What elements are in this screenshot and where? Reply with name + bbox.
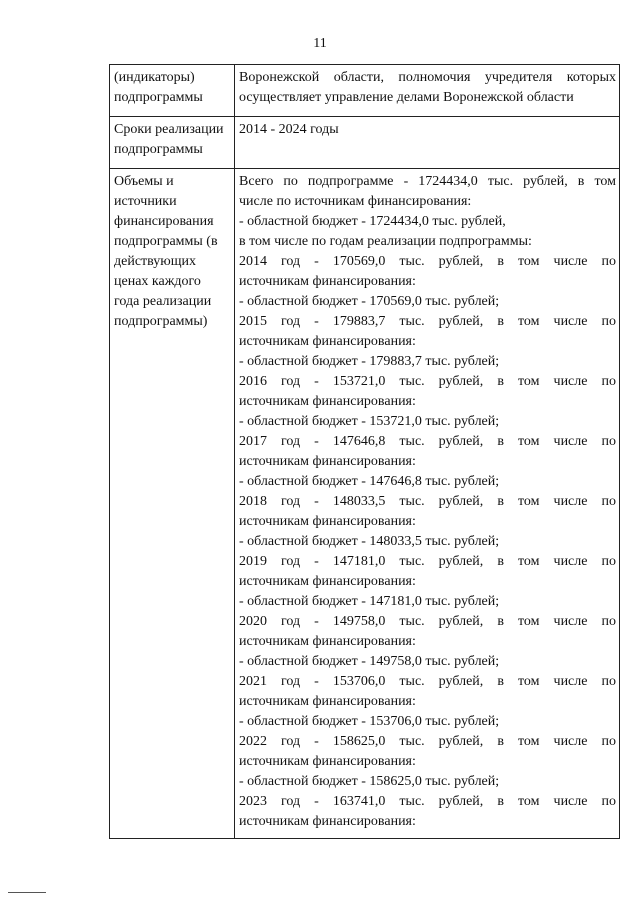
value-line: источникам финансирования: [239,634,416,649]
value-line: 2014 год - 170569,0 тыс. рублей, в том числе по [239,254,616,269]
value-line: источникам финансирования: [239,574,416,589]
value-line: осуществляет управление делами Воронежской области [239,90,574,105]
value-line: - областной бюджет - 153706,0 тыс. рублей; [239,714,500,729]
value-line: 2022 год - 158625,0 тыс. рублей, в том числе по [239,734,616,749]
value-line: источникам финансирования: [239,394,416,409]
value-line: - областной бюджет - 147646,8 тыс. рублей; [239,474,500,489]
value-line: - областной бюджет - 170569,0 тыс. рублей; [239,294,500,309]
row-value-cell [235,65,620,117]
row-value [239,172,616,832]
value-line: числе по источникам финансирования: [239,194,472,209]
row-label: (индикаторы) подпрограммы [114,70,203,105]
value-line: - областной бюджет - 153721,0 тыс. рублей; [239,414,500,429]
value-line: источникам финансирования: [239,754,416,769]
value-line: источникам финансирования: [239,334,416,349]
row-value [239,68,616,108]
value-line: - областной бюджет - 148033,5 тыс. рублей; [239,534,500,549]
table-row-indicators [110,65,620,117]
value-line: 2020 год - 149758,0 тыс. рублей, в том числе по [239,614,616,629]
value-line: - областной бюджет - 147181,0 тыс. рублей; [239,594,500,609]
row-value [239,120,616,140]
value-line: 2017 год - 147646,8 тыс. рублей, в том числе по [239,434,616,449]
page-number: 11 [313,36,327,51]
value-line: 2023 год - 163741,0 тыс. рублей, в том числе по [239,794,616,809]
value-line: 2016 год - 153721,0 тыс. рублей, в том числе по [239,374,616,389]
value-line: 2018 год - 148033,5 тыс. рублей, в том числе по [239,494,616,509]
row-label-cell [110,117,235,169]
passport-table [109,64,620,839]
value-line: Всего по подпрограмме - 1724434,0 тыс. рублей, в том [239,174,616,189]
footnote-divider [8,892,46,893]
value-line: Воронежской области, полномочия учредителя которых [239,70,616,85]
row-value-cell [235,117,620,169]
value-line: - областной бюджет - 158625,0 тыс. рублей; [239,774,500,789]
row-label-cell [110,169,235,839]
row-label-cell [110,65,235,117]
row-label: Объемы и источники финансирования подпрограммы (в действующих ценах каждого года реализации подпрограммы) [114,174,218,329]
value-line: 2021 год - 153706,0 тыс. рублей, в том числе по [239,674,616,689]
value-line: источникам финансирования: [239,454,416,469]
value-line: - областной бюджет - 179883,7 тыс. рублей; [239,354,500,369]
row-value-cell [235,169,620,839]
value-line: 2015 год - 179883,7 тыс. рублей, в том числе по [239,314,616,329]
value-line: источникам финансирования: [239,274,416,289]
value-line: - областной бюджет - 1724434,0 тыс. рублей, [239,214,506,229]
value-line: источникам финансирования: [239,694,416,709]
value-line: источникам финансирования: [239,814,416,829]
table-row-terms [110,117,620,169]
value-line: в том числе по годам реализации подпрограммы: [239,234,532,249]
row-label: Сроки реализации подпрограммы [114,122,224,157]
table-row-funding [110,169,620,839]
value-line: - областной бюджет - 149758,0 тыс. рублей; [239,654,500,669]
value-line: 2014 - 2024 годы [239,122,339,137]
value-line: источникам финансирования: [239,514,416,529]
value-line: 2019 год - 147181,0 тыс. рублей, в том числе по [239,554,616,569]
